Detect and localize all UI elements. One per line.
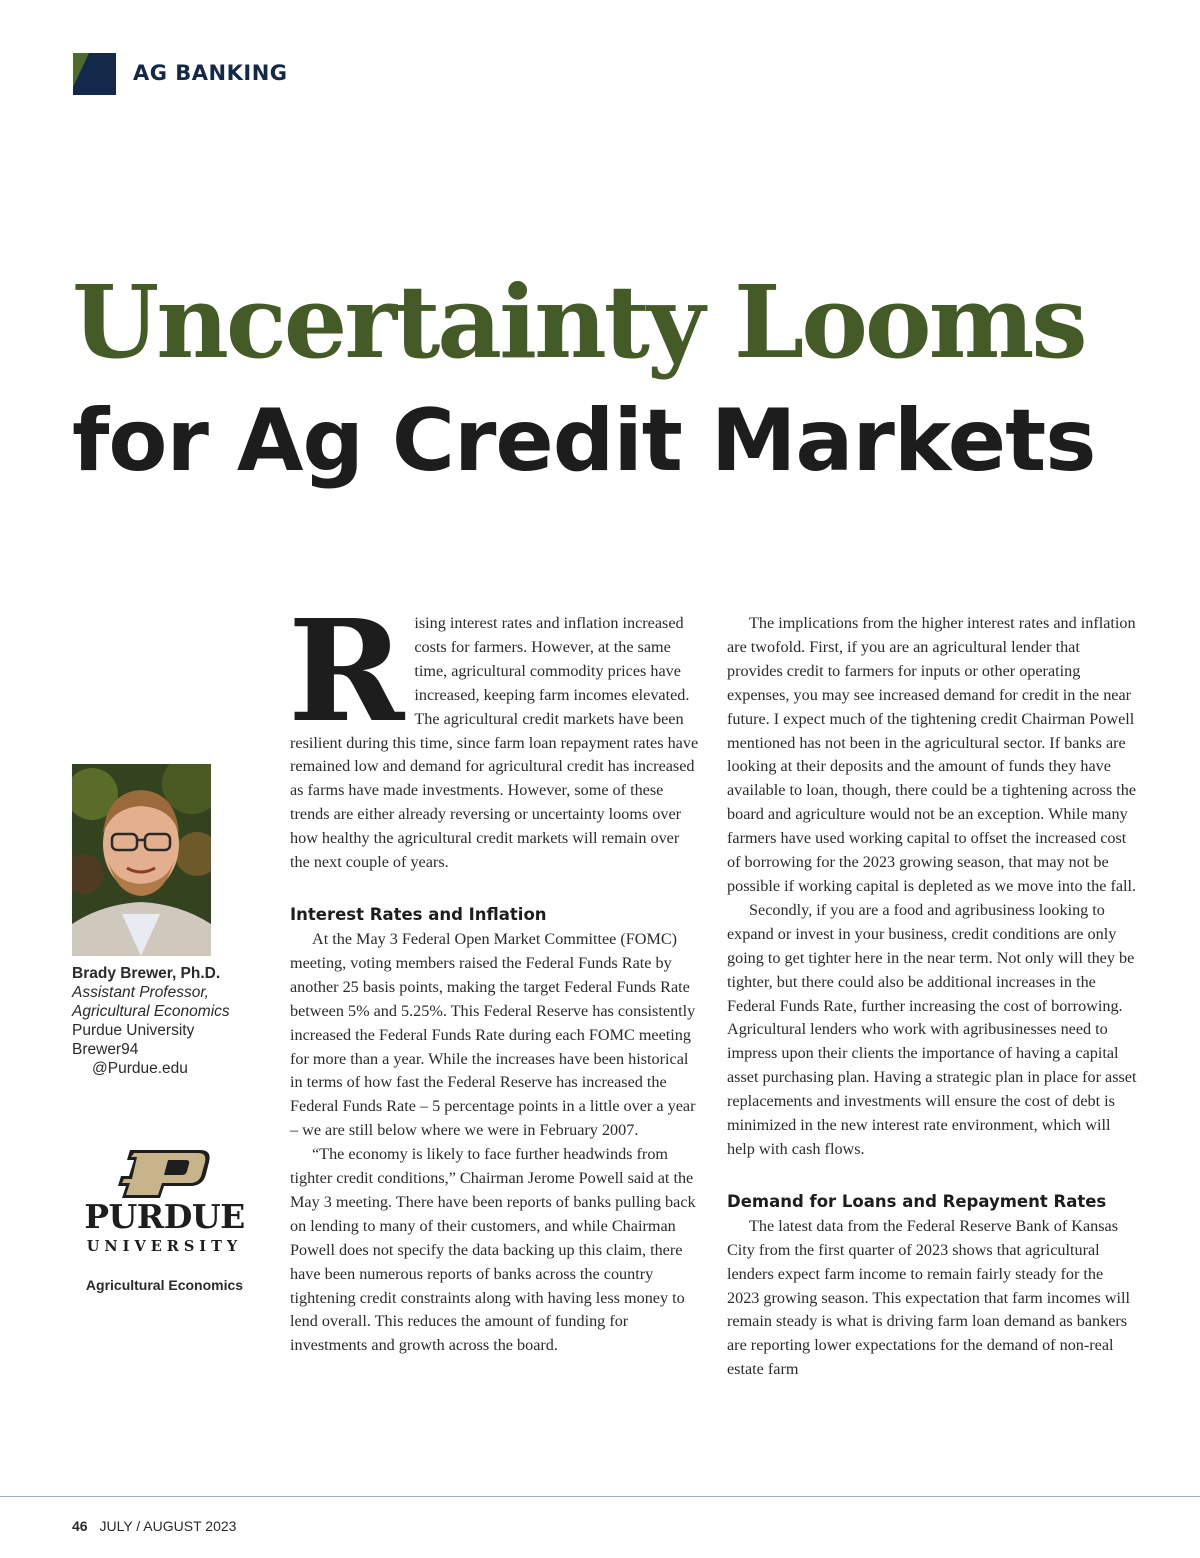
headline-line-2: for Ag Credit Markets xyxy=(72,391,1096,491)
section-marker-icon xyxy=(73,53,116,95)
author-name: Brady Brewer, Ph.D. xyxy=(72,965,221,982)
purdue-wordmark: PURDUE xyxy=(84,1197,245,1236)
article-column-1 xyxy=(288,590,700,1358)
intro-paragraph xyxy=(288,590,700,875)
footer-divider xyxy=(0,1496,1200,1497)
drop-cap: R xyxy=(288,590,405,754)
section-label: AG BANKING xyxy=(133,61,288,85)
paragraph: The implications from the higher interest rates and inflation are twofold. First, if you are an agricultural lender that provides credit to farmers for inputs or other operating expenses, you may see increased demand for credit in the near future. I expect much of the tightening credit Chairman Powell mentioned has not been in the agricultural sector. If banks are looking at their deposits and the amount of funds they have available to loan, though, there could be a tightening across the board and agriculture would not be an exception. While many farmers have used working capital to offset the increased cost of borrowing for the 2023 growing season, that may not be possible if working capital is depleted as we move into the fall. xyxy=(727,614,1137,895)
logo-department: Agricultural Economics xyxy=(85,1277,244,1293)
author-role: Assistant Professor, xyxy=(72,984,209,1001)
paragraph: At the May 3 Federal Open Market Committee (FOMC) meeting, voting members raised the Federal Funds Rate by another 25 basis points, making the target Federal Funds Rate between 5% and 5.25%. This Federal Reserve has consistently increased the Federal Funds Rate during each FOMC meeting for more than a year. While the increases have been historical in terms of how fast the Federal Reserve has increased the Federal Funds Rate – 5 percentage points in a little over a year – we are still below where we were in February 2007. xyxy=(290,929,696,1140)
purdue-logo xyxy=(72,1140,257,1300)
paragraph: Secondly, if you are a food and agribusiness looking to expand or invest in your business, credit conditions are only going to get tighter here in the near term. Not only will they be tighter, but there could also be additional increases in the Federal Funds Rate, further increasing the cost of borrowing. Agricultural lenders who work with agribusinesses need to impress upon their clients the importance of having a capital asset purchasing plan. Having a strategic plan in place for asset replacements and investments will ensure the cost of debt is minimized in the new interest rate environment, which will help with cash flows. xyxy=(727,900,1137,1158)
article-column-2 xyxy=(727,612,1137,1382)
page-footer xyxy=(72,1518,236,1534)
author-department: Agricultural Economics xyxy=(72,1003,230,1020)
author-photo xyxy=(72,764,211,956)
section-heading-interest-rates: Interest Rates and Inflation xyxy=(290,904,547,924)
paragraph: “The economy is likely to face further headwinds from tighter credit conditions,” Chairman Jerome Powell said at the May 3 meeting. There have been reports of banks pulling back on lending to many of their customers, and while Chairman Powell does not specify the data backing up this claim, there have been numerous reports of banks across the country tightening credit constraints along with having less money to lend overall. This reduces the amount of funding for investments and growth across the board. xyxy=(290,1145,696,1355)
page-number: 46 xyxy=(72,1518,88,1534)
university-wordmark: UNIVERSITY xyxy=(86,1238,243,1255)
headline-line-1: Uncertainty Looms xyxy=(72,263,1085,381)
intro-text: ising interest rates and inflation increased costs for farmers. However, at the same time, agricultural commodity prices have increased, keeping farm incomes elevated. The agricultural credit markets have been resilient during this time, since farm loan repayment rates have remained low and demand for agricultural credit has increased as farms have made investments. However, some of these trends are either already reversing or uncertainty looms over how healthy the agricultural credit markets will remain over the next couple of years. xyxy=(290,614,699,872)
section-heading-demand-for-loans: Demand for Loans and Repayment Rates xyxy=(727,1191,1107,1211)
purdue-p-icon xyxy=(72,1140,257,1200)
paragraph: The latest data from the Federal Reserve Bank of Kansas City from the first quarter of 2023 shows that agricultural lenders expect farm income to remain fairly steady for the 2023 growing season. This expectation that farm incomes will remain steady is what is driving farm loan demand as bankers are reporting lower expectations for the demand of non-real estate farm xyxy=(727,1216,1130,1379)
author-email-user[interactable]: Brewer94 xyxy=(72,1041,139,1058)
author-bio xyxy=(72,964,272,1078)
author-email-domain[interactable]: @Purdue.edu xyxy=(92,1060,188,1077)
author-affiliation: Purdue University xyxy=(72,1022,195,1039)
issue-date: JULY / AUGUST 2023 xyxy=(99,1518,237,1534)
